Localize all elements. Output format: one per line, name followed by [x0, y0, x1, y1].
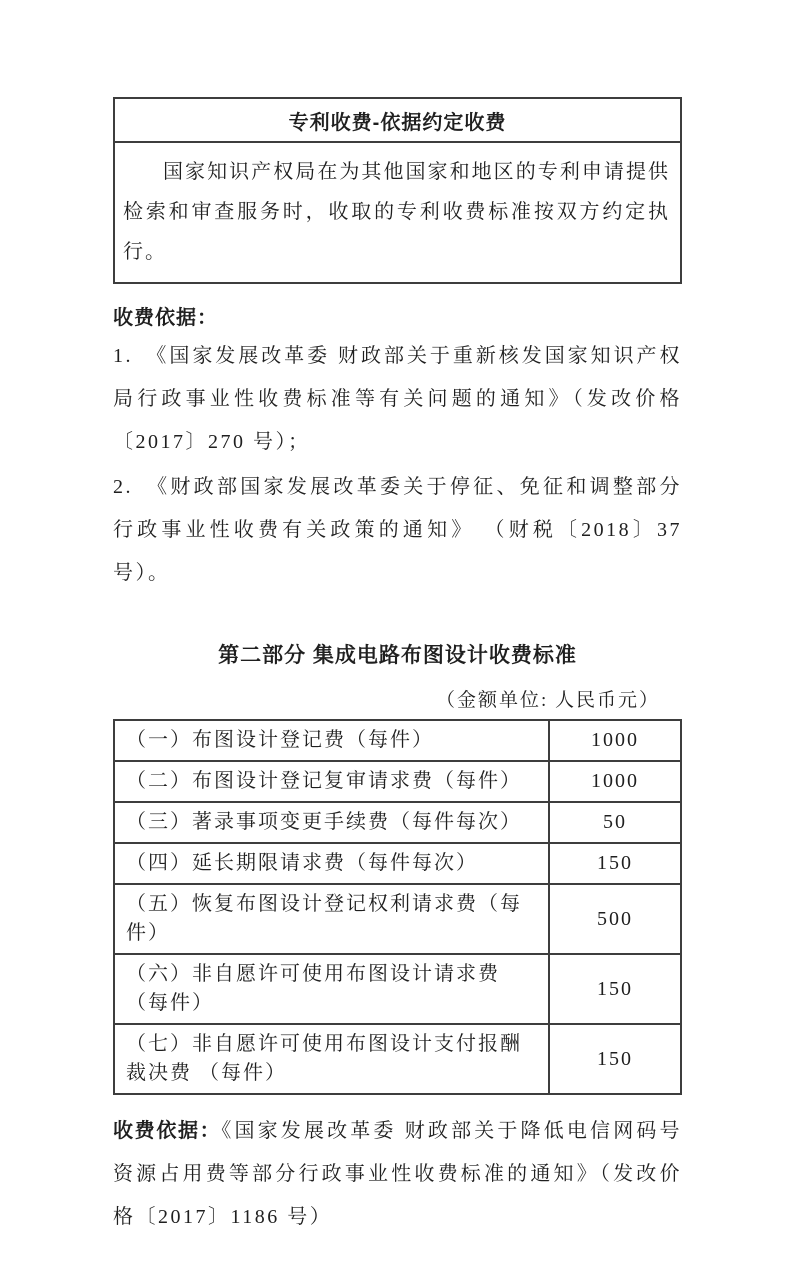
table-row — [114, 720, 681, 761]
fee-item-value: 150 — [549, 954, 681, 1024]
fee-item-label: （六）非自愿许可使用布图设计请求费（每件） — [114, 954, 549, 1024]
table-row — [114, 843, 681, 884]
fee-item-value: 150 — [549, 1024, 681, 1094]
fee-item-label: （三）著录事项变更手续费（每件每次） — [114, 802, 549, 843]
currency-unit-note: （金额单位: 人民币元） — [435, 690, 660, 711]
fee-basis-paragraph-2 — [113, 1110, 682, 1239]
info-box-title: 专利收费-依据约定收费 — [115, 99, 680, 143]
fee-basis-heading-2: 收费依据： — [113, 1120, 222, 1142]
table-row — [114, 761, 681, 802]
table-row — [114, 954, 681, 1024]
fee-basis-text-2: 《国家发展改革委 财政部关于降低电信网码号资源占用费等部分行政事业性收费标准的通知》（发改价格〔2017〕1186 号） — [113, 1120, 683, 1228]
section-title: 第二部分 集成电路布图设计收费标准 — [218, 644, 577, 667]
fee-item-label: （四）延长期限请求费（每件每次） — [114, 843, 549, 884]
fee-item-value: 50 — [549, 802, 681, 843]
table-row — [114, 802, 681, 843]
fee-item-label: （二）布图设计登记复审请求费（每件） — [114, 761, 549, 802]
fee-item-label: （七）非自愿许可使用布图设计支付报酬裁决费 （每件） — [114, 1024, 549, 1094]
fee-item-value: 500 — [549, 884, 681, 954]
table-row — [114, 884, 681, 954]
fee-table — [113, 719, 682, 1095]
fee-item-label: （五）恢复布图设计登记权利请求费（每件） — [114, 884, 549, 954]
fee-basis-item-2: 2. 《财政部国家发展改革委关于停征、免征和调整部分行政事业性收费有关政策的通知》 （财税〔2018〕37 号）。 — [113, 476, 682, 584]
fee-item-value: 1000 — [549, 761, 681, 802]
fee-item-value: 1000 — [549, 720, 681, 761]
fee-basis-item-1: 1. 《国家发展改革委 财政部关于重新核发国家知识产权局行政事业性收费标准等有关问题的通知》（发改价格〔2017〕270 号）； — [113, 345, 682, 453]
fee-basis-heading-1: 收费依据： — [113, 307, 218, 329]
fee-item-value: 150 — [549, 843, 681, 884]
patent-fee-info-box — [113, 97, 682, 284]
fee-table-body — [114, 720, 681, 1094]
fee-item-label: （一）布图设计登记费（每件） — [114, 720, 549, 761]
table-row — [114, 1024, 681, 1094]
info-box-body: 国家知识产权局在为其他国家和地区的专利申请提供检索和审查服务时，收取的专利收费标准按双方约定执行。 — [123, 161, 670, 263]
